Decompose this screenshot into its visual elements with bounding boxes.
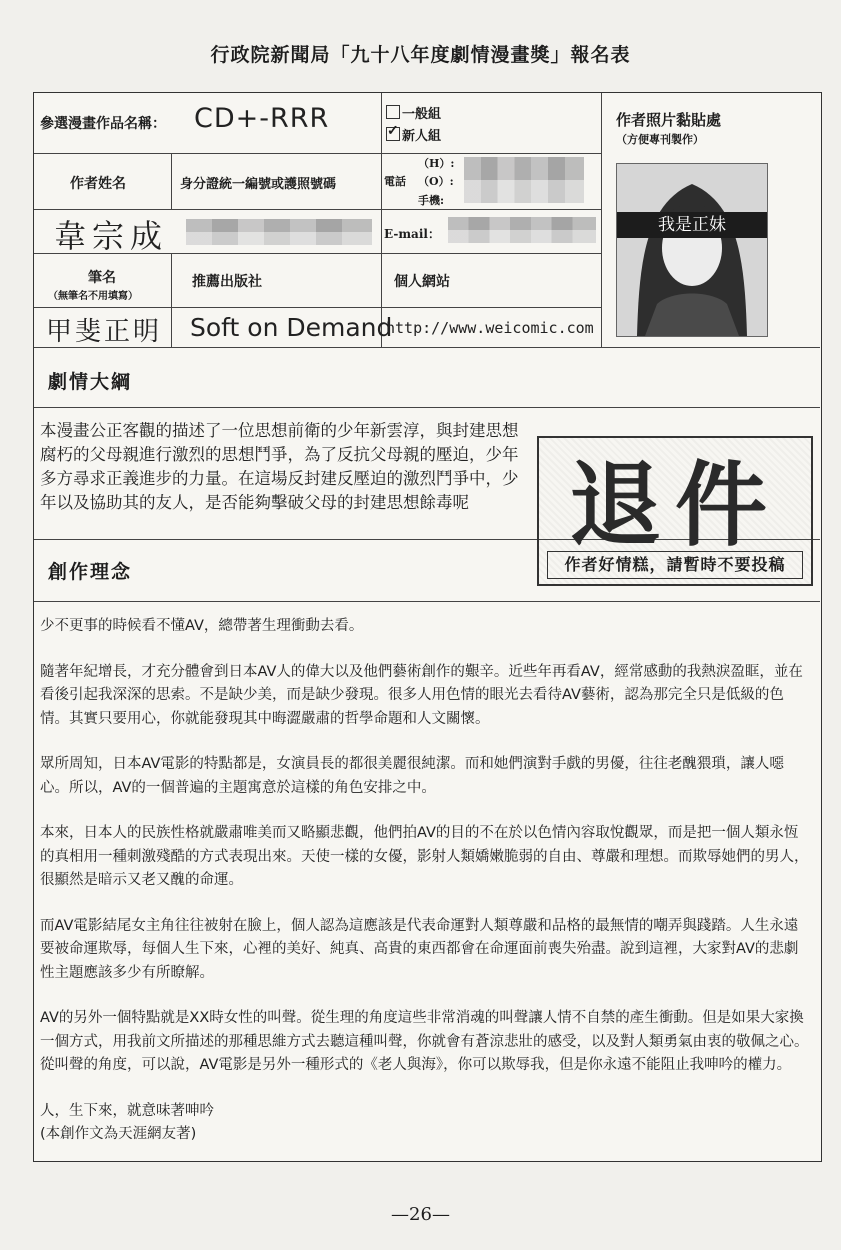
id-label: 身分證統一編號或護照號碼: [180, 177, 337, 192]
publisher-value: Soft on Demand: [190, 313, 393, 342]
synopsis-text: 本漫畫公正客觀的描述了一位思想前衛的少年新雲淳，與封建思想腐朽的父母親進行激烈的思想鬥爭，為了反抗父母親的壓迫，少年多方尋求正義進步的力量。在這場反封建反壓迫的激烈鬥爭中，少年以及協助其的友人，是否能夠擊破父母的封建思想餘毒呢: [40, 421, 519, 512]
photo-caption: 我是正妹: [658, 215, 726, 235]
group-general-checkbox[interactable]: [386, 105, 400, 119]
author-photo: [616, 163, 768, 337]
work-name-label: 參選漫畫作品名稱：: [40, 116, 166, 132]
website-value: http://www.weicomic.com: [386, 319, 594, 337]
phone-h-label: （H）:: [418, 157, 455, 170]
phone-m-label: 手機:: [418, 194, 445, 207]
stamp-title: 退件: [568, 451, 781, 559]
group-general-option[interactable]: 一般組: [386, 103, 441, 122]
id-redacted: [186, 219, 372, 245]
group-new-option[interactable]: ✓新人組: [386, 125, 441, 144]
pen-name-note: （無筆名不用填寫）: [48, 291, 138, 302]
concept-paragraph: 少不更事的時候看不懂AV，總帶著生理衝動去看。: [40, 618, 364, 634]
photo-label: 作者照片黏貼處: [616, 111, 722, 129]
concept-paragraph: 眾所周知，日本AV電影的特點都是，女演員長的都很美麗很純潔。而和她們演對手戲的男優，往往老醜猥瑣，讓人噁心。所以，AV的一個普遍的主題寓意於這樣的角色安排之中。: [40, 756, 784, 796]
email-redacted: [448, 217, 596, 243]
publisher-label: 推薦出版社: [192, 274, 262, 290]
page-title: 行政院新聞局「九十八年度劇情漫畫獎」報名表: [210, 44, 631, 66]
photo-sub-label: （方便專刊製作）: [616, 133, 704, 146]
synopsis-heading: 劇情大綱: [48, 371, 133, 393]
work-name-value: CD+-RRR: [194, 103, 330, 134]
group-new-checkbox[interactable]: [386, 127, 400, 141]
phone-o-label: （O）:: [418, 175, 454, 188]
rejected-stamp: [537, 436, 813, 586]
concept-paragraph: 而AV電影結尾女主角往往被射在臉上，個人認為這應該是代表命運對人類尊嚴和品格的最無情的嘲弄與踐踏。人生永遠要被命運欺辱，每個人生下來，心裡的美好、純真、高貴的東西都會在命運面前喪失殆盡。說到這裡，大家對AV的悲劇性主題應該多少有所瞭解。: [40, 917, 799, 981]
phone-redacted: [464, 157, 584, 203]
email-label: E-mail：: [384, 227, 440, 241]
pen-name-value: 甲斐正明: [46, 317, 163, 347]
concept-body: [40, 615, 812, 1169]
phone-label: 電話: [384, 175, 406, 188]
concept-paragraph: 本來，日本人的民族性格就嚴肅唯美而又略顯悲觀，他們拍AV的目的不在於以色情內容取悅觀眾，而是把一個人類永恆的真相用一種刺激殘酷的方式表現出來。天使一樣的女優，影射人類嬌嫩脆弱的自由、尊嚴和理想。而欺辱她們的男人，很顯然是暗示又老又醜的命運。: [40, 825, 809, 888]
stamp-subtitle: 作者好情糕，請暫時不要投稿: [547, 551, 803, 579]
registration-form: [33, 92, 822, 1162]
concept-paragraph: 人，生下來，就意味著呻吟 (本創作文為天涯網友著): [40, 1102, 214, 1142]
page-number: —26—: [391, 1204, 450, 1225]
website-label: 個人網站: [394, 274, 450, 290]
concept-paragraph: 隨著年紀增長，才充分體會到日本AV人的偉大以及他們藝術創作的艱辛。近些年再看AV，經常感動的我熱淚盈眶，並在看後引起我深深的思索。不是缺少美，而是缺少發現。很多人用色情的眼光去看待AV藝術，認為那完全只是低級的色情。其實只要用心，你就能發現其中晦澀嚴肅的哲學命題和人文關懷。: [40, 663, 803, 727]
author-name-label: 作者姓名: [70, 176, 126, 192]
pen-name-label: 筆名: [88, 270, 116, 286]
author-name-value: 韋宗成: [54, 217, 169, 255]
concept-paragraph: AV的另外一個特點就是XX時女性的叫聲。從生理的角度這些非常消魂的叫聲讓人情不自禁的產生衝動。但是如果大家換一個方式，用我前文所描述的那種思維方式去聽這種叫聲，你就會有蒼涼悲壯的感受，以及對人類勇氣由衷的敬佩之心。從叫聲的角度，可以說，AV電影是另外一種形式的《老人與海》，你可以欺辱我，但是你永遠不能阻止我呻吟的權力。: [40, 1010, 809, 1073]
concept-heading: 創作理念: [48, 561, 133, 583]
